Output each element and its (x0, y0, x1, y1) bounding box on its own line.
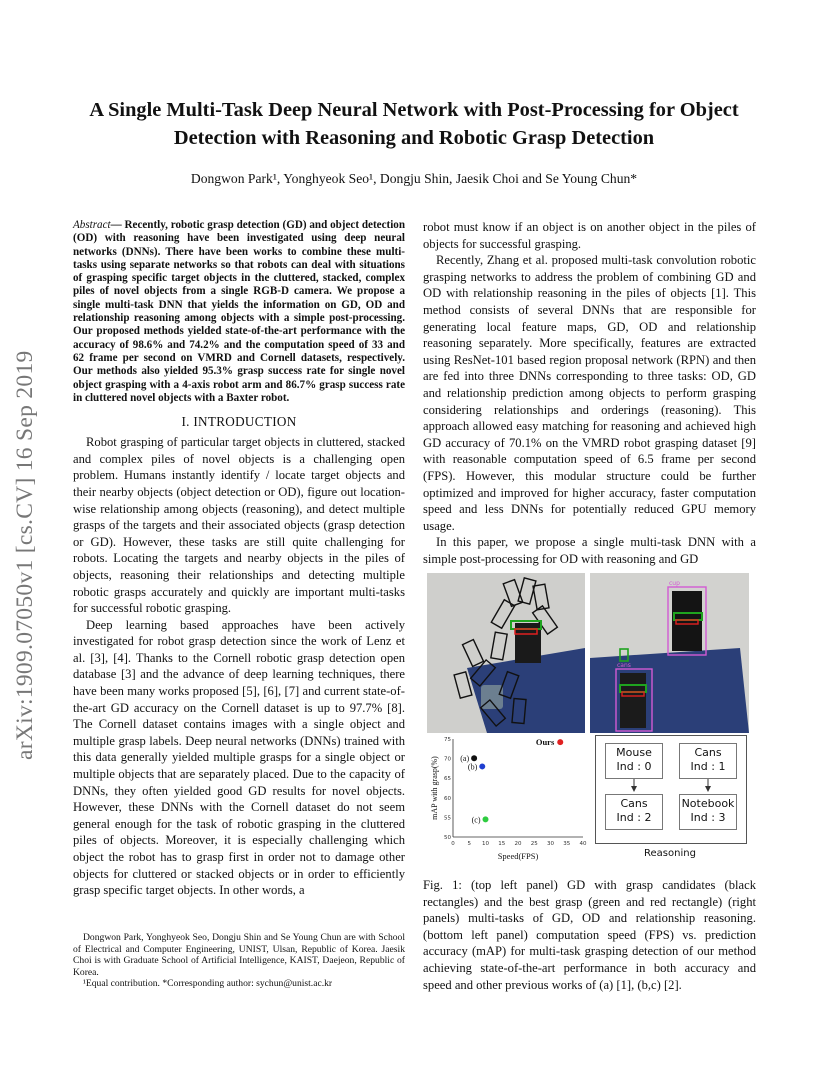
x-tick-label: 35 (563, 841, 571, 847)
point-label: Ours (535, 737, 555, 748)
footnote-affiliations: Dongwon Park, Yonghyeok Seo, Dongju Shin and Se Young Chun are with School of Electrical and Computer Engineering, UNIST, Ulsan, Republic of Korea. Jaesik Choi is with Graduate School of Artificial Intelligence, KAIST, Daejeon, Republic of Korea. (73, 932, 405, 978)
x-axis-label: Speed(FPS) (497, 851, 539, 861)
abstract-text: — Recently, robotic grasp detection (GD) and object detection (OD) with reasoning have been investigated using deep neural networks (DNNs). There have been works to combine these multi-tasks using separate networks so that robots can deal with situations of grasping specific target objects in the cluttered, stacked, complex piles of novel objects from a single RGB-D camera. We propose a single multi-task DNN that yields the information on GD, OD and relationship reasoning among objects with a simple post-processing. Our proposed methods yielded state-of-the-art performance with the accuracy of 98.6% and 74.2% and the computation speed of 33 and 62 frame per second on VMRD and Cornell datasets, respectively. Our methods also yielded 95.3% grasp success rate for single novel object grasping with a 4-axis robot arm and 86.7% grasp success rate in cluttered novel objects with a Baxter robot. (73, 219, 405, 404)
node-index: Ind : 0 (616, 760, 652, 773)
y-tick-label: 65 (444, 776, 451, 783)
footnote (73, 932, 405, 990)
node-name: Cans (620, 797, 648, 810)
grasp-candidates-photo (427, 573, 585, 733)
node-index: Ind : 2 (616, 811, 652, 824)
scatter-plot (427, 733, 589, 865)
section-heading-introduction: I. INTRODUCTION (181, 414, 297, 430)
y-tick-label: 70 (444, 756, 451, 763)
paper-title: A Single Multi-Task Deep Neural Network with Post-Processing for Object Detection with Reasoning and Robotic Grasp Detection (89, 99, 739, 149)
y-tick-label: 60 (444, 795, 451, 802)
data-point (479, 763, 485, 769)
intro-paragraph-1: Robot grasping of particular target objects in cluttered, stacked and complex piles of novel objects is a challenging open problem. Humans instantly identify / locate target objects and their nearby objects (object detection or OD), figure out location-wise relationship among objects (reasoning), and detect multiple grasps of the targets and their associated objects (grasp detection or GD). However, these tasks are still quite challenging for robots. Locating the targets and nearby objects in the piles of objects, reasoning their relationships and detecting multiple robotic grasps accurately and quickly are important multi-tasks for successful robotic grasping. (73, 435, 405, 616)
y-tick-label: 75 (444, 737, 451, 743)
reasoning-panel (591, 733, 749, 865)
arxiv-identifier: arXiv:1909.07050v1 [cs.CV] 16 Sep 2019 (12, 350, 38, 760)
x-tick-label: 10 (482, 841, 489, 847)
x-tick-label: 25 (530, 841, 538, 847)
intro-paragraph-4: Recently, Zhang et al. proposed multi-task convolution robotic grasping networks to address the problem of combining GD and OD with relationship reasoning in the piles of objects [1]. This method consists of several DNNs that are responsible for generating local feature maps, GD, OD and relationship reasoning separately. More specifically, features are extracted using ResNet-101 based region proposal network (RPN) and then are fed into three DNNs corresponding to three tasks: OD, GD and relationship prediction among objects to perform grasping considering relationships and orderings (reasoning). This approach allowed easy matching for reasoning and achieved high GD accuracy of 70.1% on the VMRD robot grasping dataset [9] with reasonable computation speed of 6.5 frame per second (FPS). However, this modular structure could be further optimized and improved for higher accuracy, faster computation speed and less DNNs for potentially reduced GPU memory usage. (423, 253, 756, 533)
point-label: (a) (460, 754, 470, 764)
cup-label: cup (669, 580, 680, 587)
author-list: Dongwon Park¹, Yonghyeok Seo¹, Dongju Shin, Jaesik Choi and Se Young Chun* (190, 171, 638, 186)
abstract-label: Abstract (73, 219, 111, 231)
figure-1 (427, 573, 749, 865)
node-name: Cans (694, 746, 722, 759)
x-tick-label: 0 (451, 841, 455, 847)
x-tick-label: 5 (467, 841, 471, 847)
intro-paragraph-3: robot must know if an object is on another object in the piles of objects for successful grasping. (423, 220, 756, 251)
node-name: Mouse (616, 746, 652, 759)
node-index: Ind : 1 (690, 760, 726, 773)
data-point (557, 739, 563, 745)
speed-vs-map-chart (427, 733, 589, 865)
point-label: (b) (467, 762, 478, 772)
grasp-candidates-illustration (427, 573, 585, 733)
left-column (73, 219, 405, 899)
reasoning-arrows (591, 733, 749, 843)
object-detection-illustration (590, 573, 749, 733)
cans-label: cans (617, 662, 631, 669)
x-tick-label: 15 (498, 841, 506, 847)
data-point (483, 816, 489, 822)
point-label: (c) (471, 815, 481, 825)
figure-caption: Fig. 1: (top left panel) GD with grasp candidates (black rectangles) and the best grasp (green and red rectangle) (right panels) multi-tasks of GD, OD and relationship reasoning. (bottom left panel) computation speed (FPS) vs. prediction accuracy (mAP) for multi-task grasping detection of our method achieving state-of-the-art performance in both accuracy and speed and other previous works of (a) [1], (b,c) [2]. (423, 878, 756, 992)
abstract (73, 219, 405, 405)
intro-paragraph-2: Deep learning based approaches have been actively investigated for robot grasp detection since the work of Lenz et al. [3], [4]. Thanks to the Cornell robotic grasp detection open database [3] and the advance of deep learning techniques, there have been many works proposed [5], [6], [7] and current state-of-the-art GD accuracy on the Cornell dataset is up to 97.7% [8]. The Cornell dataset contains images with a single object and multiple grasp labels. Deep neural networks (DNNs) trained with this data generally yielded multiple grasps for a single object or multiple objects that are separately placed. Due to the capacity of DNNs, they often yielded good GD results for novel objects. However, these DNNs with the Cornell dataset do not seem general enough for the task of robotic grasping in the cluttered piles of objects. Moreover, it is especially challenging which object the robot has to grasp first in order not to damage other objects for cluttered or stacked objects or in order to efficiently grasp specific target objects. In other words, a (73, 617, 405, 898)
x-tick-label: 20 (514, 841, 522, 847)
intro-paragraph-5: In this paper, we propose a single multi-task DNN with a simple post-processing for OD with reasoning and GD (423, 535, 756, 566)
data-point (471, 755, 477, 761)
reasoning-label: Reasoning (644, 848, 696, 859)
node-index: Ind : 3 (690, 811, 726, 824)
footnote-equal-contribution: ¹Equal contribution. *Corresponding author: sychun@unist.ac.kr (83, 978, 333, 990)
node-name: Notebook (681, 797, 735, 810)
y-tick-label: 55 (444, 815, 451, 822)
object-detection-photo (590, 573, 749, 733)
x-tick-label: 30 (547, 841, 554, 847)
right-column (423, 219, 756, 567)
x-tick-label: 40 (579, 841, 587, 847)
y-axis-label: mAP with grasp(%) (430, 756, 439, 820)
y-tick-label: 50 (444, 835, 451, 841)
